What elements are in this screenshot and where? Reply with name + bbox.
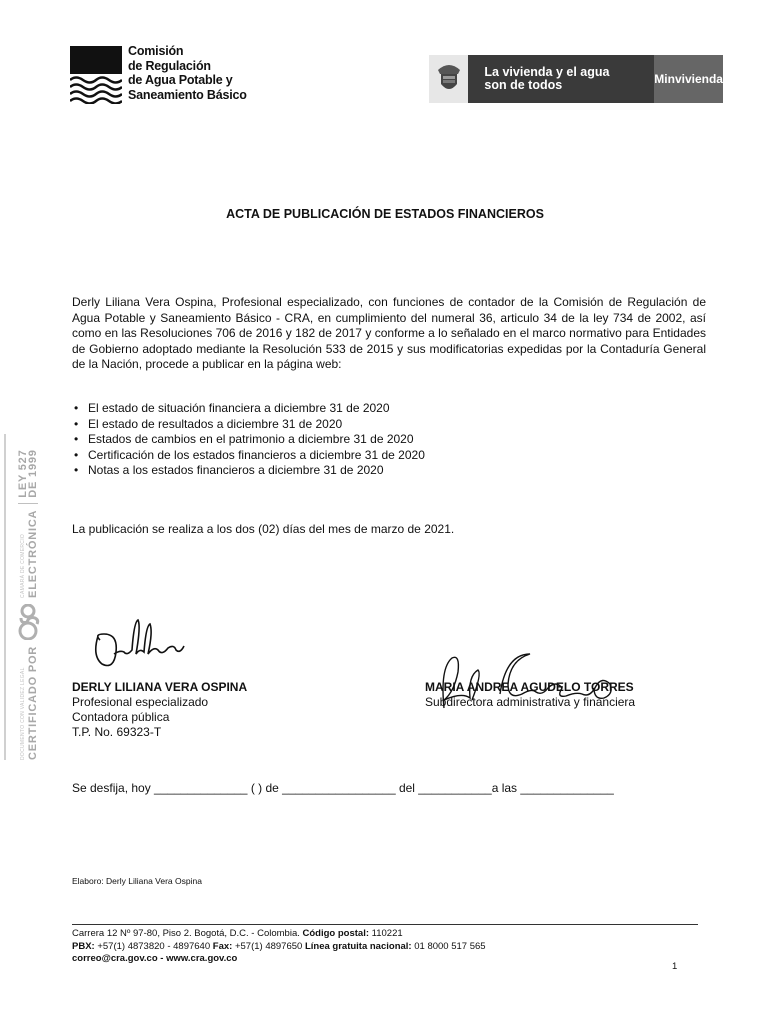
signatory-name: DERLY LILIANA VERA OSPINA [72,680,248,694]
signatory-role-2: Contadora pública [72,710,170,724]
footer-address-line: Carrera 12 Nº 97-80, Piso 2. Bogotá, D.C. - Colombia. Código postal: 110221 [72,928,403,939]
signatory-block-2 [425,680,635,710]
cra-logo [70,44,270,106]
list-item: • Certificación de los estados financieros a diciembre 31 de 2020 [72,448,425,464]
list-item: • Notas a los estados financieros a diciembre 31 de 2020 [72,463,425,479]
signatory-professional-id: T.P. No. 69323-T [72,725,162,739]
gov-ministry-name: Minvivienda [654,55,723,103]
cra-water-waves-icon [70,46,122,104]
list-item: • Estados de cambios en el patrimonio a diciembre 31 de 2020 [72,432,425,448]
footer-email-web: correo@cra.gov.co - www.cra.gov.co [72,953,238,964]
gse-logo-icon [13,604,43,640]
certification-stamp: DOCUMENTO CON VALIDEZ LEGAL CERTIFICADO POR CAMARÁ DE COMERCIO ELECTRÓNICA LEY 527 DE 1999 [8,434,48,760]
desfija-line: Se desfija, hoy ______________ ( ) de _________________ del ___________a las ______________ [72,781,614,795]
certification-margin-bar [4,434,6,760]
body-paragraph: Derly Liliana Vera Ospina, Profesional especializado, con funciones de contador de la Comisión de Regulación de Agua Potable y Saneamiento Básico - CRA, en cumplimiento del numeral 36, articulo 34 de la ley 734 de 2002, así como en las Resoluciones 706 de 2016 y 182 de 2017 y conforme a lo señalado en el marco normativo para Entidades de Gobierno adoptado mediante la Resolución 533 de 2015 y sus modificatorias expedidas por la Contaduría General de la Nación, procede a publicar en la página web: [72,295,706,371]
document-title: ACTA DE PUBLICACIÓN DE ESTADOS FINANCIEROS [226,207,544,221]
signatory-name: MARIA ANDREA AGUDELO TORRES [425,680,634,694]
list-item: • El estado de situación financiera a diciembre 31 de 2020 [72,401,425,417]
footer-divider [72,924,698,925]
financial-statements-list [72,401,425,479]
prepared-by-note: Elaboro: Derly Liliana Vera Ospina [72,876,202,886]
signatory-role: Profesional especializado [72,695,209,709]
signatory-role: Subdirectora administrativa y financiera [425,695,636,709]
list-item: • El estado de resultados a diciembre 31 de 2020 [72,417,425,433]
colombia-coat-of-arms-icon [429,55,468,103]
page-number: 1 [672,961,678,972]
footer-contact [72,928,486,966]
signature-derly-vera [88,614,198,672]
cra-logo-text: Comisión de Regulación de Agua Potable y Saneamiento Básico [128,44,247,102]
publication-statement: La publicación se realiza a los dos (02) días del mes de marzo de 2021. [72,522,455,536]
signatory-block-1 [72,680,247,740]
minvivienda-logo [429,55,723,103]
footer-phone-line: PBX: +57(1) 4873820 - 4897640 Fax: +57(1) 4897650 Línea gratuita nacional: 01 8000 517 565 [72,940,486,952]
gov-tagline: La vivienda y el agua son de todos [484,65,610,92]
gov-tagline-block [468,55,654,103]
